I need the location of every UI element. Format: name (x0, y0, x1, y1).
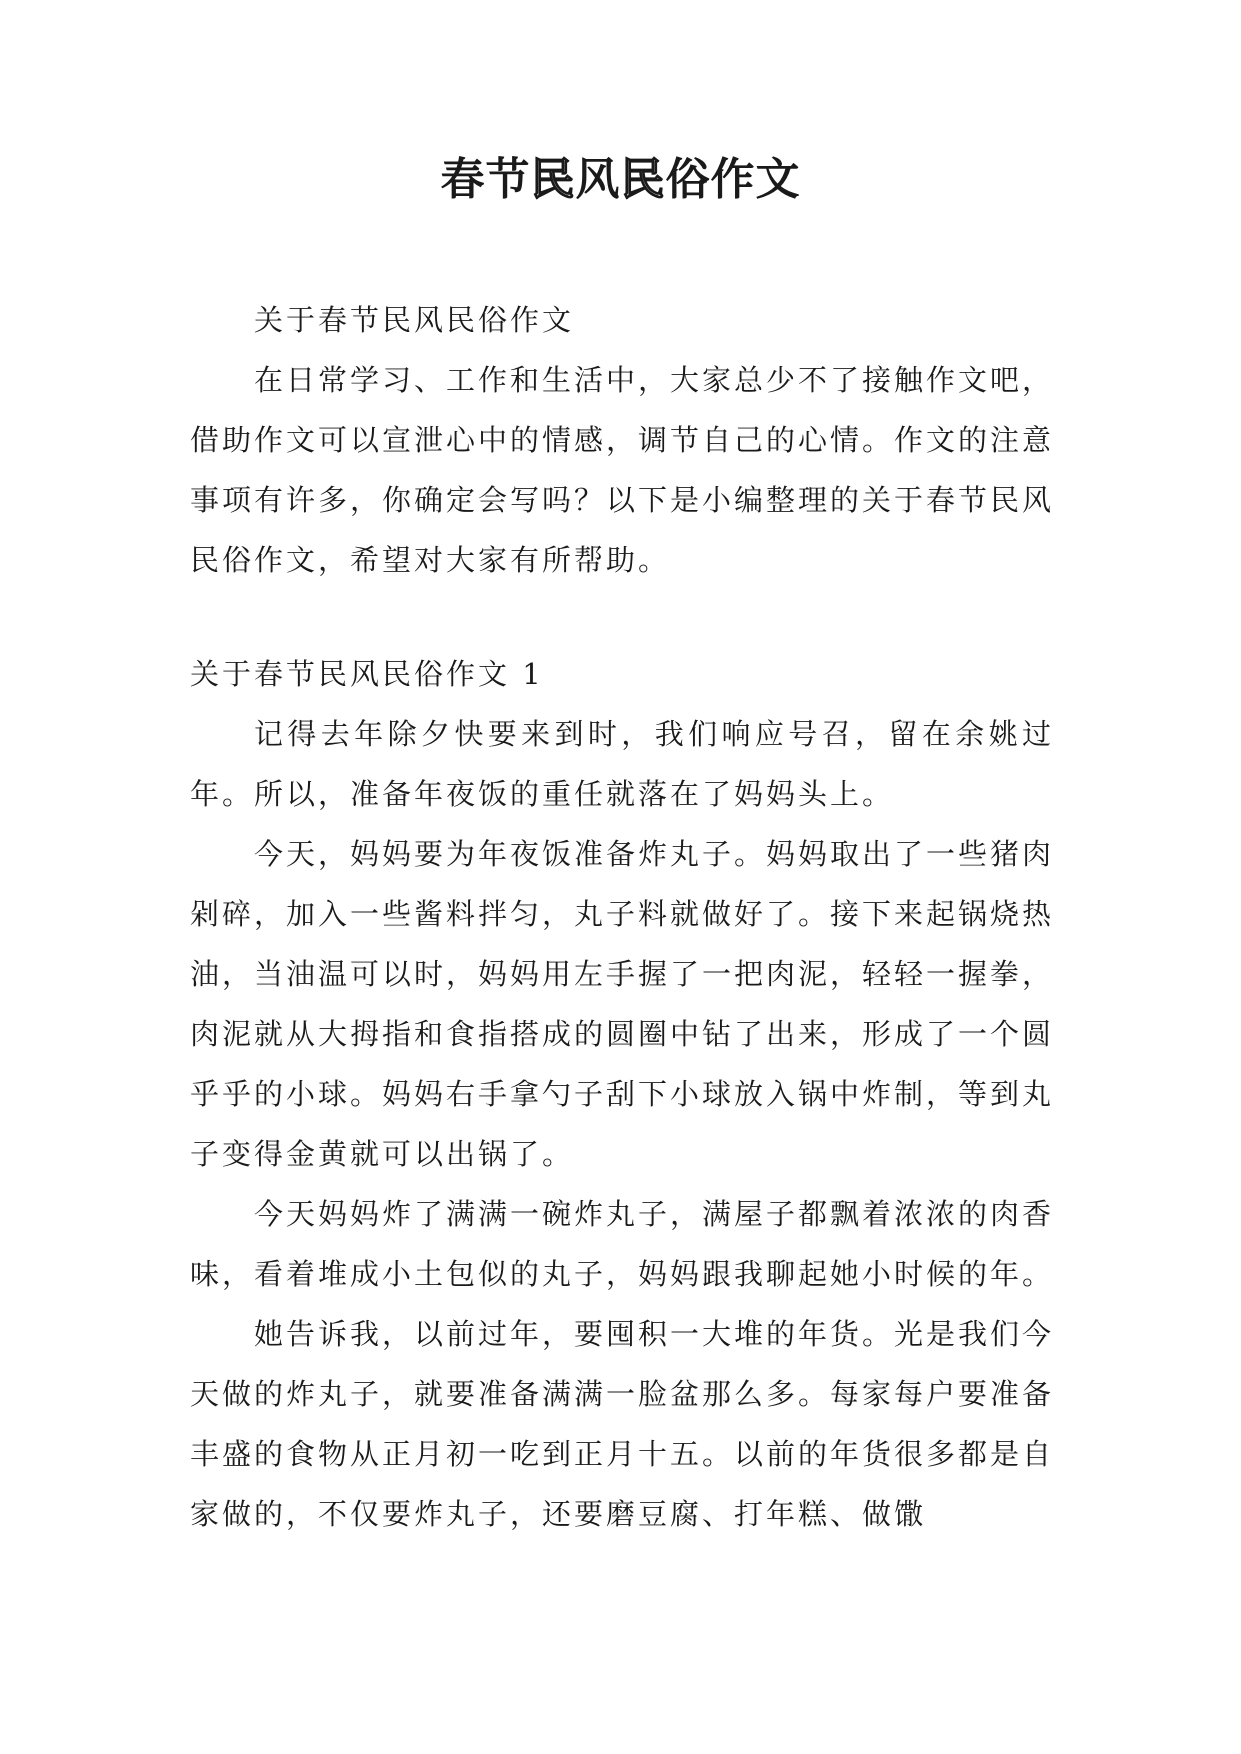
document-subtitle: 关于春节民风民俗作文 (254, 303, 575, 337)
document-body (190, 290, 1054, 1544)
title-part-1: 春节 (440, 154, 531, 205)
title-part-4: 民 (620, 154, 666, 205)
body-paragraph-3: 今天妈妈炸了满满一碗炸丸子，满屋子都飘着浓浓的肉香味，看着堆成小土包似的丸子，妈妈跟我聊起她小时候的年。 (190, 1197, 1055, 1291)
section-heading: 关于春节民风民俗作文 1 (190, 657, 544, 691)
title-part-5: 俗作文 (665, 154, 801, 205)
title-part-2: 民 (530, 154, 576, 205)
title-part-3: 风 (575, 154, 621, 205)
body-paragraph-1: 记得去年除夕快要来到时，我们响应号召，留在余姚过年。所以，准备年夜饭的重任就落在了妈妈头上。 (190, 717, 1054, 811)
document-title (0, 152, 1241, 208)
intro-paragraph: 在日常学习、工作和生活中，大家总少不了接触作文吧，借助作文可以宣泄心中的情感，调节自己的心情。作文的注意事项有许多，你确定会写吗？以下是小编整理的关于春节民风民俗作文，希望对大家有所帮助。 (190, 363, 1055, 577)
body-paragraph-4: 她告诉我，以前过年，要囤积一大堆的年货。光是我们今天做的炸丸子，就要准备满满一脸盆那么多。每家每户要准备丰盛的食物从正月初一吃到正月十五。以前的年货很多都是自家做的，不仅要炸丸子，还要磨豆腐、打年糕、做馓 (190, 1317, 1055, 1531)
body-paragraph-2: 今天，妈妈要为年夜饭准备炸丸子。妈妈取出了一些猪肉剁碎，加入一些酱料拌匀，丸子料就做好了。接下来起锅烧热油，当油温可以时，妈妈用左手握了一把肉泥，轻轻一握拳，肉泥就从大拇指和食指搭成的圆圈中钻了出来，形成了一个圆乎乎的小球。妈妈右手拿勺子刮下小球放入锅中炸制，等到丸子变得金黄就可以出锅了。 (190, 837, 1055, 1171)
